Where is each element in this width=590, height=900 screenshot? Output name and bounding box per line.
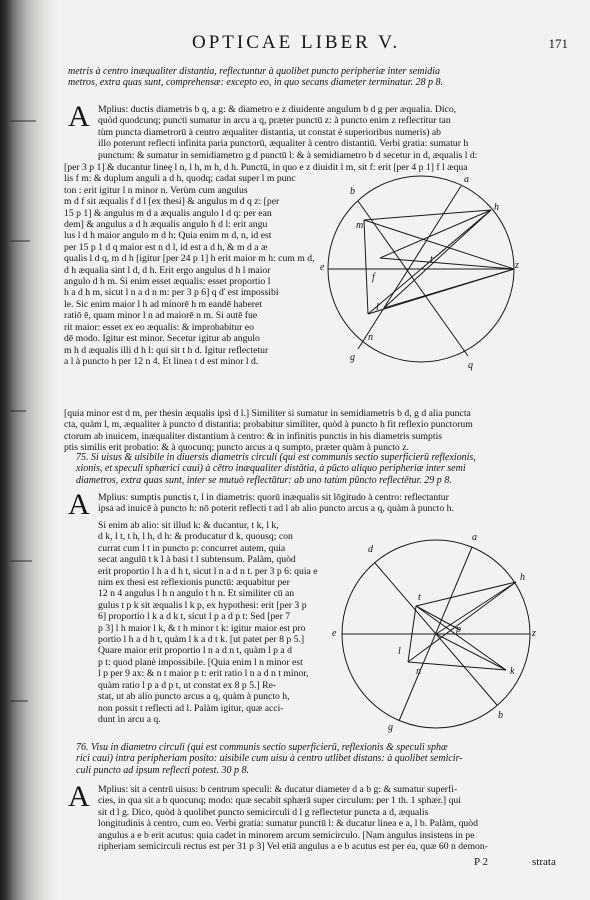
s74narrow-line: rit maior: esset ex eo æqualis: & improbabitur eo bbox=[64, 321, 254, 333]
fig1-label-e: e bbox=[320, 262, 325, 273]
s74tail-line: ptis similis erit probatio: & à quocunq; puncto arcus a q sumpto, præter quàm à puncto z. bbox=[64, 442, 409, 454]
fig1-label-n: n bbox=[368, 332, 373, 343]
s74narrow-line: per 15 p 1 d q maior est n d l, id est a d h, & m d a æ bbox=[64, 241, 268, 253]
s74tail-line: ctorum ab inuicem, inæqualiter distantium à centro: & in infinitis punctis in his diametris sumptis bbox=[64, 430, 443, 442]
fig2-label-a: a bbox=[472, 532, 477, 543]
fig2-label-d: d bbox=[368, 544, 373, 555]
fig1-label-l: l bbox=[376, 302, 379, 313]
s75narrow-line: nim ex thesi est reflexionis punctū: æquabitur per bbox=[98, 577, 290, 589]
s76full-line: cies, in qua sit a b quocunq; modo: quæ secabit sphærā super circulum: per 1 th. 1 sphær.] qui bbox=[98, 795, 461, 807]
fig1-label-g: g bbox=[350, 352, 355, 363]
s74narrow-line: m d f sit æqualis f d l [ex thesi] & angulus m d q z: [per bbox=[64, 196, 280, 208]
signature-mark: P 2 bbox=[474, 856, 488, 868]
sec75-heading bbox=[76, 452, 572, 486]
s76head-line: 76. Visu in diametro circuli (qui est communis sectio superficierū, reflexionis & speculi sphæ bbox=[76, 742, 448, 753]
s74tail-line: cta, quàm l, m, æqualiter à puncto d distantia: probabitur similiter, quòd à puncto h fit reflexio punctorum bbox=[64, 419, 473, 431]
sec75-narrow-lines bbox=[98, 520, 320, 725]
drop-cap-a-2: A bbox=[68, 488, 90, 521]
figure-2-circle-diagram bbox=[320, 518, 544, 738]
fig2-label-p: p bbox=[456, 624, 461, 635]
s75full-line: ipsa ad inuicē à puncto h: nō poterit reflecti t ad l ab alio puncto arcus a q, quàm à puncto h. bbox=[98, 503, 454, 515]
s75narrow-line: erit proportio l h a d h t, sicut l n a d n t. per 3 p 6: quia e bbox=[98, 565, 318, 577]
fig1-label-f: f bbox=[372, 272, 375, 283]
fig1-label-q: q bbox=[468, 360, 473, 371]
s76full-line: sit d l g. Dico, quòd à quolibet puncto semicirculi d l g reflectetur puncta a d, æqualis bbox=[98, 806, 429, 818]
s75narrow-line: quàm ratio l p a d p t, ut constat ex 8 p 5.] Re- bbox=[98, 679, 277, 691]
s75narrow-line: d k, l t, t h, l h, d h: & producatur d k, quousq; con bbox=[98, 531, 293, 543]
s74full-line: punctum: & sumatur in semidiametro g d punctū l: & à semidiametro b d secetur in d, æqualis l d: bbox=[98, 149, 478, 161]
s74full-line: quòd quodcunq; puncti sumatur in arcu a q, præter punctū z: à puncto enim z reflectitur tan bbox=[98, 115, 451, 127]
s74full-line: tùm puncta diametrorū à centro æqualiter distantia, ut constat è superioribus numeris) ab bbox=[98, 126, 442, 138]
fig2-label-b: b bbox=[498, 710, 503, 721]
fig2-label-g: g bbox=[388, 722, 393, 733]
s75narrow-line: p t: quod planè impossibile. [Quia enim l n minor est bbox=[98, 656, 303, 668]
s74narrow-line: a l à puncto h per 12 n 4. Et linea t d est minor l d. bbox=[64, 355, 259, 367]
s75head-line: xionis, et speculi sphærici caui) à cētro inæqualiter distātia, à pūcto aliquo peripheriæ inter semi bbox=[76, 463, 466, 475]
s76full-line: Mplius: sit a centrū uisus: b centrum speculi: & ducatur diameter d a b g: & sumatur superfi- bbox=[98, 784, 458, 795]
s75narrow-line: 6] proportio l k a d k t, sicut l p a d p t: Sed [per 7 bbox=[98, 611, 291, 623]
sec74-narrow-lines bbox=[64, 162, 468, 367]
fig2-label-z: z bbox=[532, 628, 536, 639]
s75narrow-line: currat cum l t in puncto p: concurret autem, quia bbox=[98, 542, 286, 554]
s76full-line: ripheriam semicirculi rectus est per 31 p 3] Vel etiā angulus a e b acutus est per ea, quæ 60 n demon- bbox=[98, 841, 488, 853]
catchword: strata bbox=[532, 856, 556, 868]
s76full-line: angulus a e b erit acutus: quia cadet in minorem arcum semicirculo. [Nam angulus insistens in pe bbox=[98, 829, 475, 841]
fig2-label-l: l bbox=[398, 646, 401, 657]
s74full-line: illo poterunt reflecti infinita paria punctorū, æqualiter à centro distantiū. Verbi gratia: sumatur h bbox=[98, 138, 469, 150]
s75narrow-line: stat, ut ab alio puncto arcus a q, quàm à puncto h, bbox=[98, 691, 290, 703]
fig2-label-k: k bbox=[510, 666, 515, 677]
running-header bbox=[62, 30, 572, 56]
fig1-label-z: z bbox=[515, 260, 519, 271]
sec74-tail-lines bbox=[64, 408, 572, 454]
s74narrow-line: le. Sic enim maior l h ad minorē h m eandē haberet bbox=[64, 298, 262, 310]
page-number: 171 bbox=[548, 36, 568, 51]
s74narrow-line: qualis l d q, m d h [igitur [per 24 p 1] h erit maior m h: cum m d, bbox=[64, 253, 315, 265]
fig2-label-h: h bbox=[520, 572, 525, 583]
drop-cap-a-1: A bbox=[68, 100, 90, 133]
s75narrow-line: l p per 9 ax: & n t maior p t: erit ratio l n a d n t minor, bbox=[98, 668, 309, 680]
fig1-label-a: a bbox=[464, 174, 469, 185]
drop-cap-a-3: A bbox=[68, 780, 90, 813]
fig1-label-b: b bbox=[350, 186, 355, 197]
s74narrow-line: 15 p 1] & angulus m d a æqualis angulo l d q: per ean bbox=[64, 207, 272, 219]
topit-line: metris à centro inæqualiter distantia, reflectuntur à quolibet puncto peripheriæ inter semidia bbox=[68, 66, 441, 77]
s74narrow-line: ton : erit igitur l n minor n. Verùm cum angulus bbox=[64, 184, 248, 196]
topit-line: metros, extra quas sunt, comprehensæ: excepto eo, in quo secans diameter terminatur. 28 p 8. bbox=[68, 77, 444, 89]
s74narrow-line: h a d h m, sicut l n a d n m: per 3 p 6] q ď est impossibi bbox=[64, 287, 279, 299]
s75full-line: Mplius: sumptis punctis t, l in diametris: quorū inæqualis sit lōgitudo à centro: reflectantur bbox=[98, 492, 449, 503]
running-title: OPTICAE LIBER V. bbox=[192, 32, 401, 53]
book-page bbox=[62, 30, 572, 890]
s74narrow-line: m h d æqualis illi d h l: qui sit t h d. Igitur reflectetur bbox=[64, 344, 269, 356]
s74narrow-line: angulo d h m. Si enim esset æqualis: esset proportio l bbox=[64, 276, 271, 288]
sec76-full-lines bbox=[98, 784, 572, 852]
s74narrow-line: dē modo. Igitur est minor. Secetur igitur ab angulo bbox=[64, 333, 260, 345]
book-gutter-shadow bbox=[0, 0, 58, 900]
fig1-label-t: t bbox=[430, 254, 433, 265]
s75narrow-line: Si enim ab alio: sit illud k: & ducantur, t k, l k, bbox=[98, 520, 279, 531]
fig1-label-h: h bbox=[494, 202, 499, 213]
s74narrow-line: lis f m: & duplum anguli a d h, quodq; cadat super l m punc bbox=[64, 173, 296, 185]
s75narrow-line: Quare maior erit proportio l n a d n t, quàm l p a d bbox=[98, 645, 292, 657]
s74narrow-line: d h æqualia sint l d, d h. Erit ergo angulus d h l maior bbox=[64, 264, 271, 276]
figure-1-circle-diagram bbox=[318, 162, 524, 376]
s76head-line: rici caui) intra peripheriam posito: uisibile cum uisu à centro utlibet distans: à quolibet semicir- bbox=[76, 753, 463, 765]
s75narrow-line: portio l h a d h t, quàm l k a d t k. [ut patet per 8 p 5.] bbox=[98, 634, 305, 646]
s75narrow-line: dunt in arcu a q. bbox=[98, 713, 161, 725]
s74full-line: Mplius: ductis diametris b q, a g: & diametro e z diuidente angulum b d g per æqualia. Dico, bbox=[98, 104, 457, 115]
fig2-label-n: n bbox=[416, 666, 421, 677]
s74narrow-line: [per 3 p 1] & ducantur lineę l n, l h, m h, d h. Punctū, in quo e z diuidit l m, sit f: erit [per 4 p 1] f l æqua bbox=[64, 162, 468, 173]
fig2-label-t: t bbox=[418, 592, 421, 603]
s74narrow-line: lus l d h maior angulo m d h: Quia enim m d, n, id est bbox=[64, 230, 272, 242]
s75narrow-line: p 3] l h maior l k, & t h minor t k: igitur maior est pro bbox=[98, 622, 306, 634]
sec75-full-lines bbox=[98, 492, 572, 515]
s76head-line: culi puncto ad ipsum reflecti potest. 30 p 8. bbox=[76, 764, 249, 776]
s75head-line: 75. Si uisus & uisibile in diuersis diametris circuli (qui est communis sectio superficierū reflexionis, bbox=[76, 452, 476, 463]
s74narrow-line: ratiō ē, quam minor l n ad maiorē n m. Si autē fue bbox=[64, 310, 258, 322]
s75narrow-line: secat angulū t k l à basi t l subtensum. Palàm, quòd bbox=[98, 554, 296, 566]
s75head-line: diametros, extra quas sunt, inter se mutuò reflectātur: ab uno tatùm pūncto reflectētur. 29 p 8. bbox=[76, 474, 452, 486]
sec74-full-lines bbox=[98, 104, 572, 161]
fig1-label-m: m bbox=[356, 220, 364, 231]
fig2-label-e: e bbox=[332, 628, 337, 639]
top-italic-block bbox=[68, 66, 570, 89]
s74tail-line: [quia minor est d m, per thesin æqualis ipsi d l.] Similiter si sumatur in semidiametris b d, g d alia puncta bbox=[64, 408, 471, 419]
s76full-line: longitudinis à centro, cum eo. Verbi gratia: sumatur punctū l: & ducatur linea e a, l b. Palàm, quòd bbox=[98, 818, 478, 830]
s74narrow-line: dem] & angulus a d h æqualis angulo h d l: erit angu bbox=[64, 219, 268, 231]
s75narrow-line: non possit t reflecti ad l. Palàm igitur, quæ acci- bbox=[98, 702, 284, 714]
s75narrow-line: gulus t p k sit æqualis l k p, ex hypothesi: erit [per 3 p bbox=[98, 599, 307, 611]
sec76-heading bbox=[76, 742, 572, 776]
s75narrow-line: 12 n 4 angulus l h n angulo t h n. Et similiter cū an bbox=[98, 588, 295, 600]
